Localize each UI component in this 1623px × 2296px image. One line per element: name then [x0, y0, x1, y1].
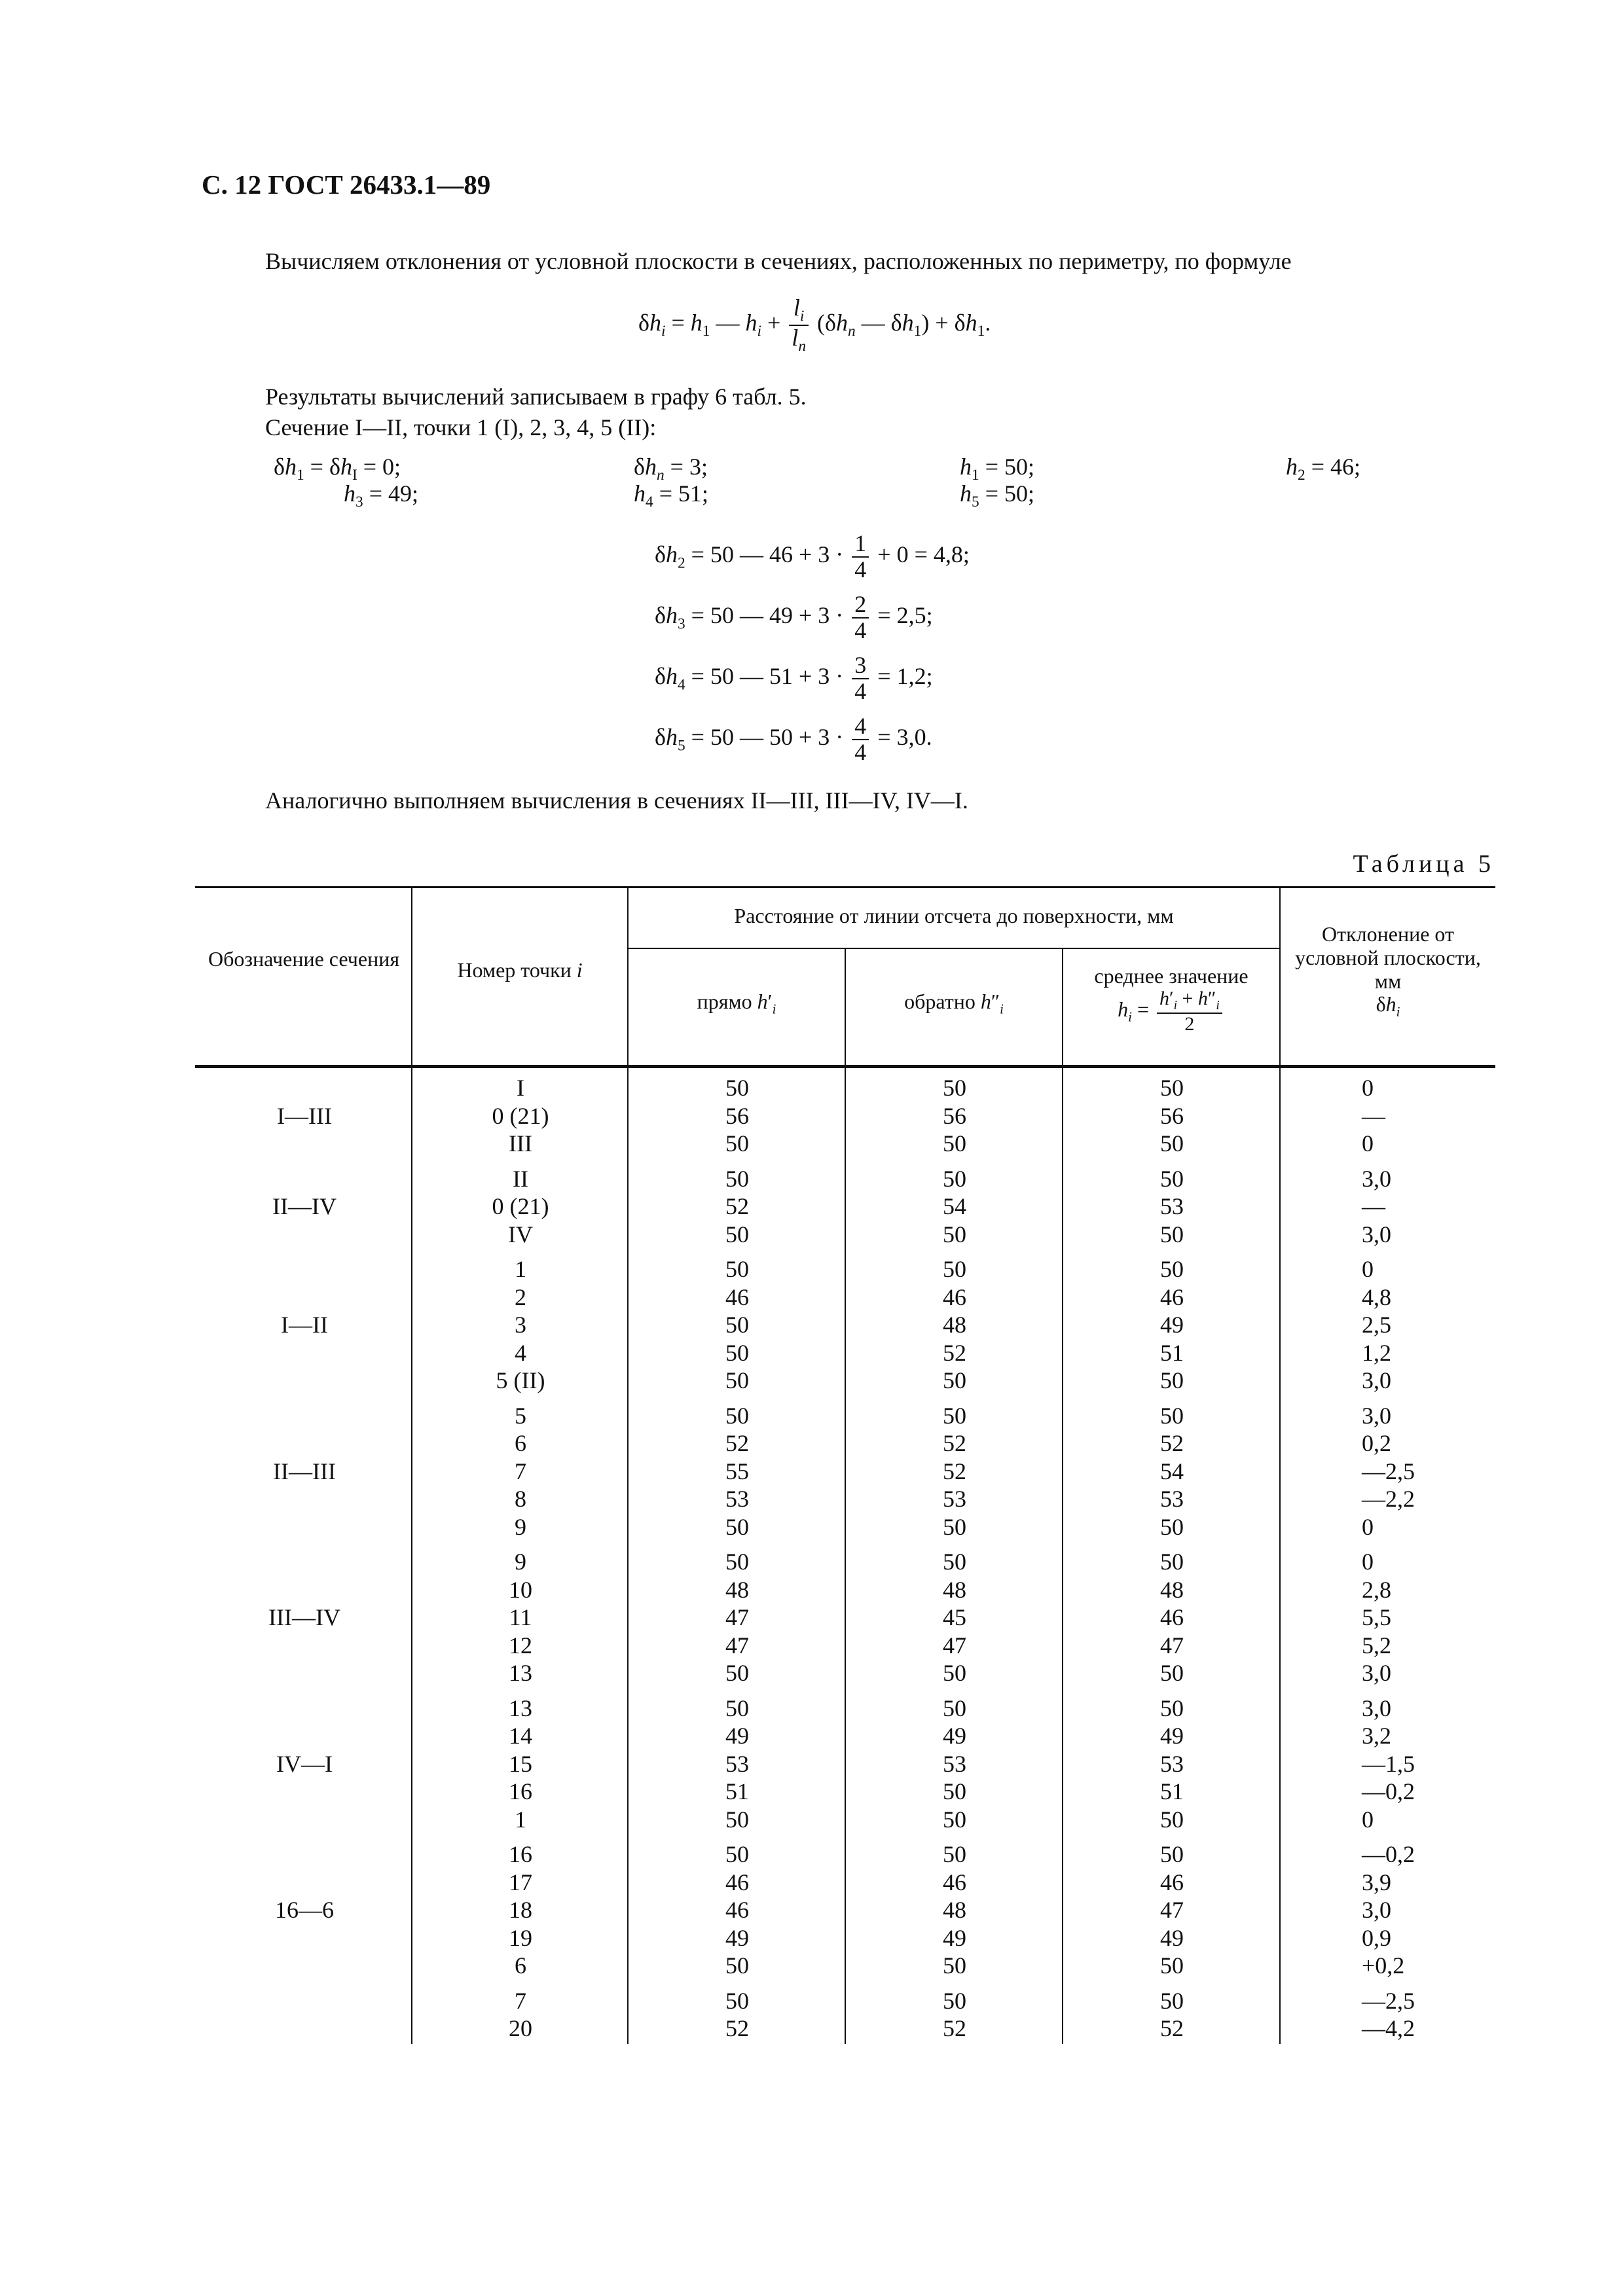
table-mean-col: 50 52 [1160, 1987, 1184, 2041]
value-h5: $h_5 = 50$; [960, 480, 1035, 511]
table-top-rule [195, 886, 1495, 888]
table-point-col: 9 10 11 12 13 [509, 1549, 532, 1686]
table-deviation-col: 0 2,8 5,5 5,2 3,0 [1362, 1549, 1391, 1686]
table-mean-col: 50 49 53 51 50 [1160, 1695, 1184, 1833]
table-mean-col: 50 56 50 [1160, 1075, 1184, 1157]
equation-dh3: $\delta h_3 = 50$ — 49 + 3 · $\frac{2}{4}$ = 2,5; [655, 591, 933, 643]
equation-dh5: $\delta h_5 = 50$ — 50 + 3 · $\frac{4}{4}$ = 3,0. [655, 713, 932, 765]
table-section-name: I—II [281, 1312, 328, 1338]
table-section-name: 16—6 [275, 1897, 334, 1924]
table-mean-col: 50 48 46 47 50 [1160, 1549, 1184, 1686]
table-direct-col: 50 52 50 [725, 1165, 749, 1247]
table-reverse-col: 50 46 48 49 50 [943, 1841, 966, 1979]
main-formula: $\delta h_i = h_1$ — $h_i$ + $\frac{l_i}{l_n}$ ($\delta h_n$ — $\delta h_1) + \delta h_1$. [638, 295, 991, 355]
table-deviation-col: 3,0 — 3,0 [1362, 1165, 1391, 1247]
value-dh1: $\delta h_1 = \delta h_I = 0$; [274, 454, 401, 484]
table-direct-col: 50 56 50 [725, 1075, 749, 1157]
table-reverse-col: 50 48 45 47 50 [943, 1549, 966, 1686]
table-point-col: 1 2 3 4 5 (II) [496, 1256, 545, 1393]
header-section: Обозначение сечения [208, 947, 400, 971]
table-direct-col: 50 52 [725, 1987, 749, 2041]
table-direct-col: 50 46 46 49 50 [725, 1841, 749, 1979]
table-reverse-col: 50 56 50 [943, 1075, 966, 1157]
equation-dh2: $\delta h_2 = 50$ — 46 + 3 · $\frac{1}{4}$ + 0 = 4,8; [655, 530, 970, 583]
header-point: Номер точки i [457, 958, 583, 982]
table-deviation-col: —0,2 3,9 3,0 0,9 +0,2 [1362, 1841, 1415, 1979]
table-section-name: II—IV [272, 1193, 337, 1220]
table-point-col: I 0 (21) III [492, 1075, 549, 1157]
header-deviation: Отклонение от условной плоскости, мм $\delta h_i$ [1295, 922, 1481, 1020]
table-point-col: 5 6 7 8 9 [515, 1402, 526, 1540]
table-mean-col: 50 46 47 49 50 [1160, 1841, 1184, 1979]
table-section-name: I—III [277, 1102, 332, 1129]
table-deviation-col: 3,0 0,2 —2,5 —2,2 0 [1362, 1402, 1415, 1540]
section-line: Сечение I—II, точки 1 (I), 2, 3, 4, 5 (II): [265, 414, 657, 440]
table-sub-rule [629, 948, 1281, 949]
table-section-name: IV—I [276, 1750, 333, 1777]
table-mean-col: 50 46 49 51 50 [1160, 1256, 1184, 1393]
results-note: Результаты вычислений записываем в графу 6 табл. 5. [265, 384, 807, 410]
table-deviation-col: 0 — 0 [1362, 1075, 1385, 1157]
analog-text: Аналогично выполняем вычисления в сечениях II—III, III—IV, IV—I. [265, 787, 968, 814]
page-header: С. 12 ГОСТ 26433.1—89 [202, 170, 491, 200]
equation-dh4: $\delta h_4 = 50$ — 51 + 3 · $\frac{3}{4}$ = 1,2; [655, 652, 933, 704]
header-mean: среднее значение $h_i$ = $\frac{h'_i + h''_i}{2}$ [1094, 964, 1249, 1035]
table-reverse-col: 50 46 48 52 50 [943, 1256, 966, 1393]
header-reverse: обратно $h''_i$ [904, 990, 1004, 1017]
table-point-col: II 0 (21) IV [492, 1165, 549, 1247]
table-direct-col: 50 49 53 51 50 [725, 1695, 749, 1833]
table-direct-col: 50 46 50 50 50 [725, 1256, 749, 1393]
value-dhn: $\delta h_n = 3$; [634, 454, 708, 484]
table-point-col: 13 14 15 16 1 [509, 1695, 532, 1833]
table-section-name: III—IV [268, 1604, 340, 1631]
value-h2: $h_2 = 46$; [1286, 454, 1361, 484]
table-point-col: 7 20 [509, 1987, 532, 2041]
table-caption: Таблица 5 [1353, 850, 1495, 878]
table-deviation-col: 3,0 3,2 —1,5 —0,2 0 [1362, 1695, 1415, 1833]
header-distance: Расстояние от линии отсчета до поверхности, мм [734, 904, 1174, 927]
table-reverse-col: 50 49 53 50 50 [943, 1695, 966, 1833]
table-mean-col: 50 53 50 [1160, 1165, 1184, 1247]
value-h3: $h_3 = 49$; [344, 480, 419, 511]
table-deviation-col: 0 4,8 2,5 1,2 3,0 [1362, 1256, 1391, 1393]
value-h1: $h_1 = 50$; [960, 454, 1035, 484]
table-reverse-col: 50 54 50 [943, 1165, 966, 1247]
table-section-name: II—III [273, 1458, 336, 1484]
intro-text: Вычисляем отклонения от условной плоскости в сечениях, расположенных по периметру, по формуле [265, 248, 1292, 274]
table-point-col: 16 17 18 19 6 [509, 1841, 532, 1979]
table-mean-col: 50 52 54 53 50 [1160, 1402, 1184, 1540]
table-direct-col: 50 52 55 53 50 [725, 1402, 749, 1540]
header-direct: прямо $h'_i$ [697, 990, 776, 1017]
table-deviation-col: —2,5 —4,2 [1362, 1987, 1415, 2041]
table-reverse-col: 50 52 52 53 50 [943, 1402, 966, 1540]
table-direct-col: 50 48 47 47 50 [725, 1549, 749, 1686]
table-reverse-col: 50 52 [943, 1987, 966, 2041]
value-h4: $h_4 = 51$; [634, 480, 709, 511]
